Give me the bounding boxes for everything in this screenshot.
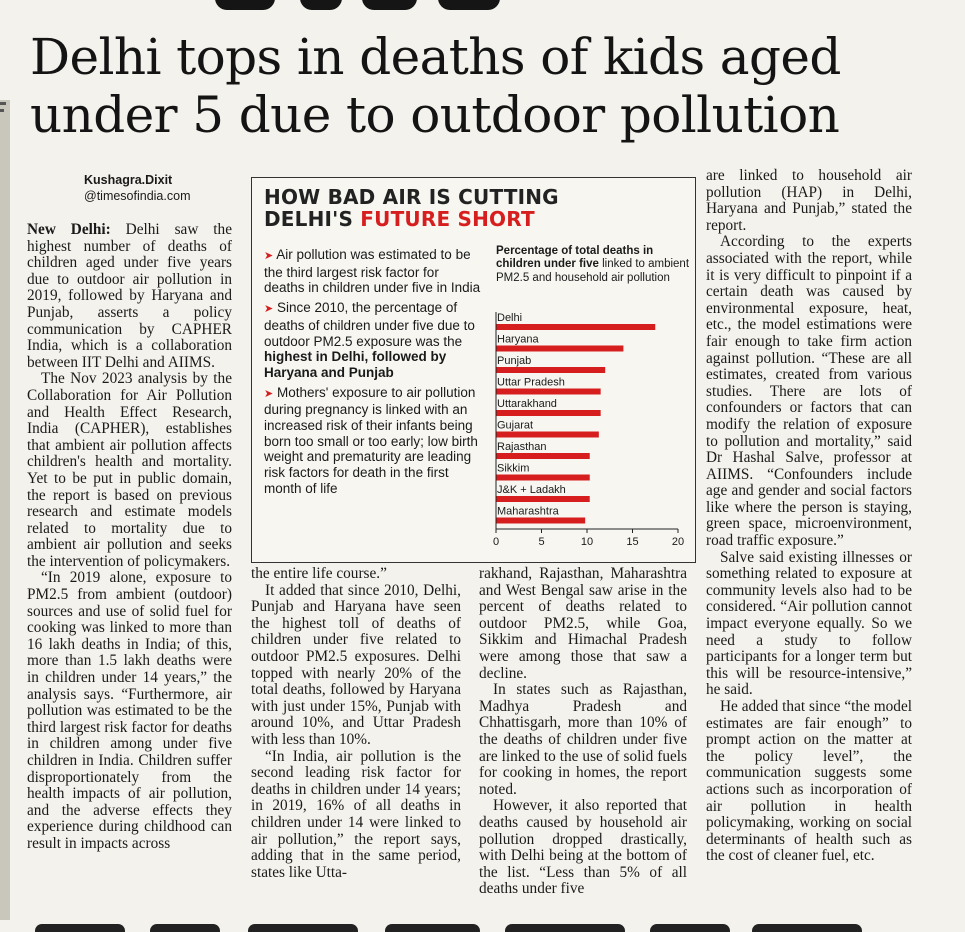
paragraph: It added that since 2010, Delhi, Punjab and Haryana have seen the highest toll of deaths of children under five related to outdoor PM2.5 exposures. Delhi topped with nearly 20% of the total deaths, followed by Haryana with just under 15%, Punjab with around 10%, and Uttar Pradesh with less than 10%. <box>251 581 461 748</box>
bar-label: Rajasthan <box>497 441 547 453</box>
bar-label: Uttarakhand <box>497 398 557 410</box>
paragraph: are linked to household air pollution (HAP) in Delhi, Haryana and Punjab,” stated the report. <box>706 167 912 234</box>
bullet-text: Air pollution was estimated to be the third largest risk factor for deaths in children under five in India <box>264 247 481 296</box>
bullet-text: Mothers' exposure to air pollution during pregnancy is linked with an increased risk of their infants being born too small or too early; low birth weight and prematurity are leading risk factors for death in the first month of life <box>264 384 478 496</box>
bar <box>496 346 623 352</box>
author-name: Kushagra.Dixit <box>84 173 173 187</box>
bar <box>496 475 590 481</box>
bar-label: Punjab <box>497 355 532 367</box>
bar-label: J&K + Ladakh <box>497 484 566 496</box>
bar <box>496 367 605 373</box>
headline-line-2: under 5 due to outdoor pollution <box>30 86 840 144</box>
paragraph: “In India, air pollution is the second leading risk factor for deaths in children under 14 years; in 2019, 16% of all deaths in children under 14 were linked to air pollution,” the report says, adding that in the same period, states like Utta- <box>251 747 461 881</box>
author-handle: @timesofindia.com <box>84 189 191 203</box>
bullet-item <box>264 300 482 381</box>
x-tick-label: 5 <box>538 536 545 548</box>
paragraph-text: Delhi saw the highest number of deaths of children aged under five years due to outdoor air pollution in 2019, followed by Haryana and Punjab, asserts a policy communication by CAPHER India, which is a collaboration between IIT Delhi and AIIMS. <box>27 221 232 371</box>
body-column-4 <box>706 168 912 865</box>
bar <box>496 496 590 502</box>
title-highlight: FUTURE SHORT <box>360 207 535 231</box>
paragraph: Salve said existing illnesses or something related to exposure at community levels also had to be considered. “Air pollution cannot impact everyone equally. So we need a study to follow participants for a longer term but this will be resource-intensive,” he said. <box>706 548 912 699</box>
bar <box>496 432 599 438</box>
chart-title <box>496 245 691 285</box>
paragraph: The Nov 2023 analysis by the Collaboration for Air Pollution and Health Effect Research, India (CAPHER), establishes that ambient air pollution affects children's health and mortality. Yet to be put in public domain, the report is based on previous research and estimate models related to mortality due to ambient air pollution and seeks the intervention of policymakers. <box>27 370 232 570</box>
headline <box>30 28 950 144</box>
body-column-3 <box>479 566 687 898</box>
paragraph: However, it also reported that deaths caused by household air pollution dropped drastically, with Delhi being at the bottom of the list. “Less than 5% of all deaths under five <box>479 797 687 898</box>
bar-label: Delhi <box>497 312 523 324</box>
paragraph: “In 2019 alone, exposure to PM2.5 from ambient (outdoor) sources and use of solid fuel for cooking was linked to more than 16 lakh deaths in India; of this, more than 1.5 lakh deaths were in children under 14 years,” the analysis says. “Furthermore, air pollution was estimated to be the third largest risk factor for deaths in children among under five children in India. Children suffer disproportionately from the health impacts of air pollution, and the adverse effects they experience during childhood can result in impacts across <box>27 569 232 852</box>
bar-chart <box>492 308 694 558</box>
chart-title-bold: Percentage of total deaths in children under five <box>496 245 654 271</box>
cropped-next-headline <box>0 924 965 932</box>
infographic-title <box>264 186 684 230</box>
paragraph <box>27 222 232 371</box>
dateline: New Delhi: <box>27 221 111 238</box>
title-prefix: DELHI'S <box>264 207 361 231</box>
infographic-box <box>251 177 696 563</box>
body-column-2 <box>251 566 461 881</box>
paragraph: rakhand, Rajasthan, Maharashtra and West Bengal saw arise in the percent of deaths related to outdoor PM2.5, while Goa, Sikkim and Himachal Pradesh were among those that saw a decline. <box>479 565 687 682</box>
headline-line-1: Delhi tops in deaths of kids aged <box>30 28 841 86</box>
bullet-emphasis: highest in Delhi, followed by Haryana and Punjab <box>264 349 447 380</box>
arrow-icon: ➤ <box>264 387 274 400</box>
bar-label: Haryana <box>497 333 539 346</box>
paragraph: According to the experts associated with the report, while it is very difficult to pinpoint if a certain death was caused by environmental exposure, heat, etc., the model estimations were fair enough to take firm action against pollution. “These are all estimates, created from various studies. There are lots of confounders or factors that can modify the relation of exposure to pollution and mortality,” said Dr Hashal Salve, professor at AIIMS. “Confounders include age and gender and social factors like where the person is staying, green space, microenvironment, road traffic exposure.” <box>706 233 912 550</box>
arrow-icon: ➤ <box>264 303 274 316</box>
bar-label: Maharashtra <box>497 505 559 518</box>
bullet-list <box>264 247 482 501</box>
x-tick-label: 20 <box>671 536 685 548</box>
bar-label: Uttar Pradesh <box>497 376 565 389</box>
bullet-text: Since 2010, the percentage of deaths of children under five due to outdoor PM2.5 exposure was the <box>264 300 475 349</box>
bar <box>496 518 585 524</box>
bar-label: Gujarat <box>497 419 534 432</box>
bar <box>496 453 590 459</box>
arrow-icon: ➤ <box>264 250 274 262</box>
bar <box>496 410 601 416</box>
cropped-left-column <box>0 100 10 920</box>
bar-label: Sikkim <box>497 462 530 475</box>
cropped-previous-headline <box>0 0 965 14</box>
x-tick-label: 0 <box>492 536 500 548</box>
chart-title-rest: linked to ambient PM2.5 and household air pollution <box>496 258 690 284</box>
infographic-title-line-2 <box>264 208 684 230</box>
x-tick-label: 10 <box>580 536 594 548</box>
bar <box>496 389 601 395</box>
x-tick-label: 15 <box>626 536 639 548</box>
bullet-item <box>264 247 482 296</box>
paragraph: In states such as Rajasthan, Madhya Pradesh and Chhattisgarh, more than 10% of the deaths of children under five are linked to the use of solid fuels for cooking in homes, the report noted. <box>479 681 687 798</box>
byline <box>84 172 190 204</box>
paragraph: the entire life course.” <box>251 565 387 582</box>
bullet-item <box>264 385 482 497</box>
bar <box>496 324 655 330</box>
infographic-title-line-1: HOW BAD AIR IS CUTTING <box>264 185 559 209</box>
body-column-1 <box>27 222 232 853</box>
paragraph: He added that since “the model estimates are fair enough” to prompt action on the matter at the policy level”, the communication suggests some actions such as incorporation of air pollution in health policymaking, working on social determinants of health such as the cost of cleaner fuel, etc. <box>706 698 912 865</box>
